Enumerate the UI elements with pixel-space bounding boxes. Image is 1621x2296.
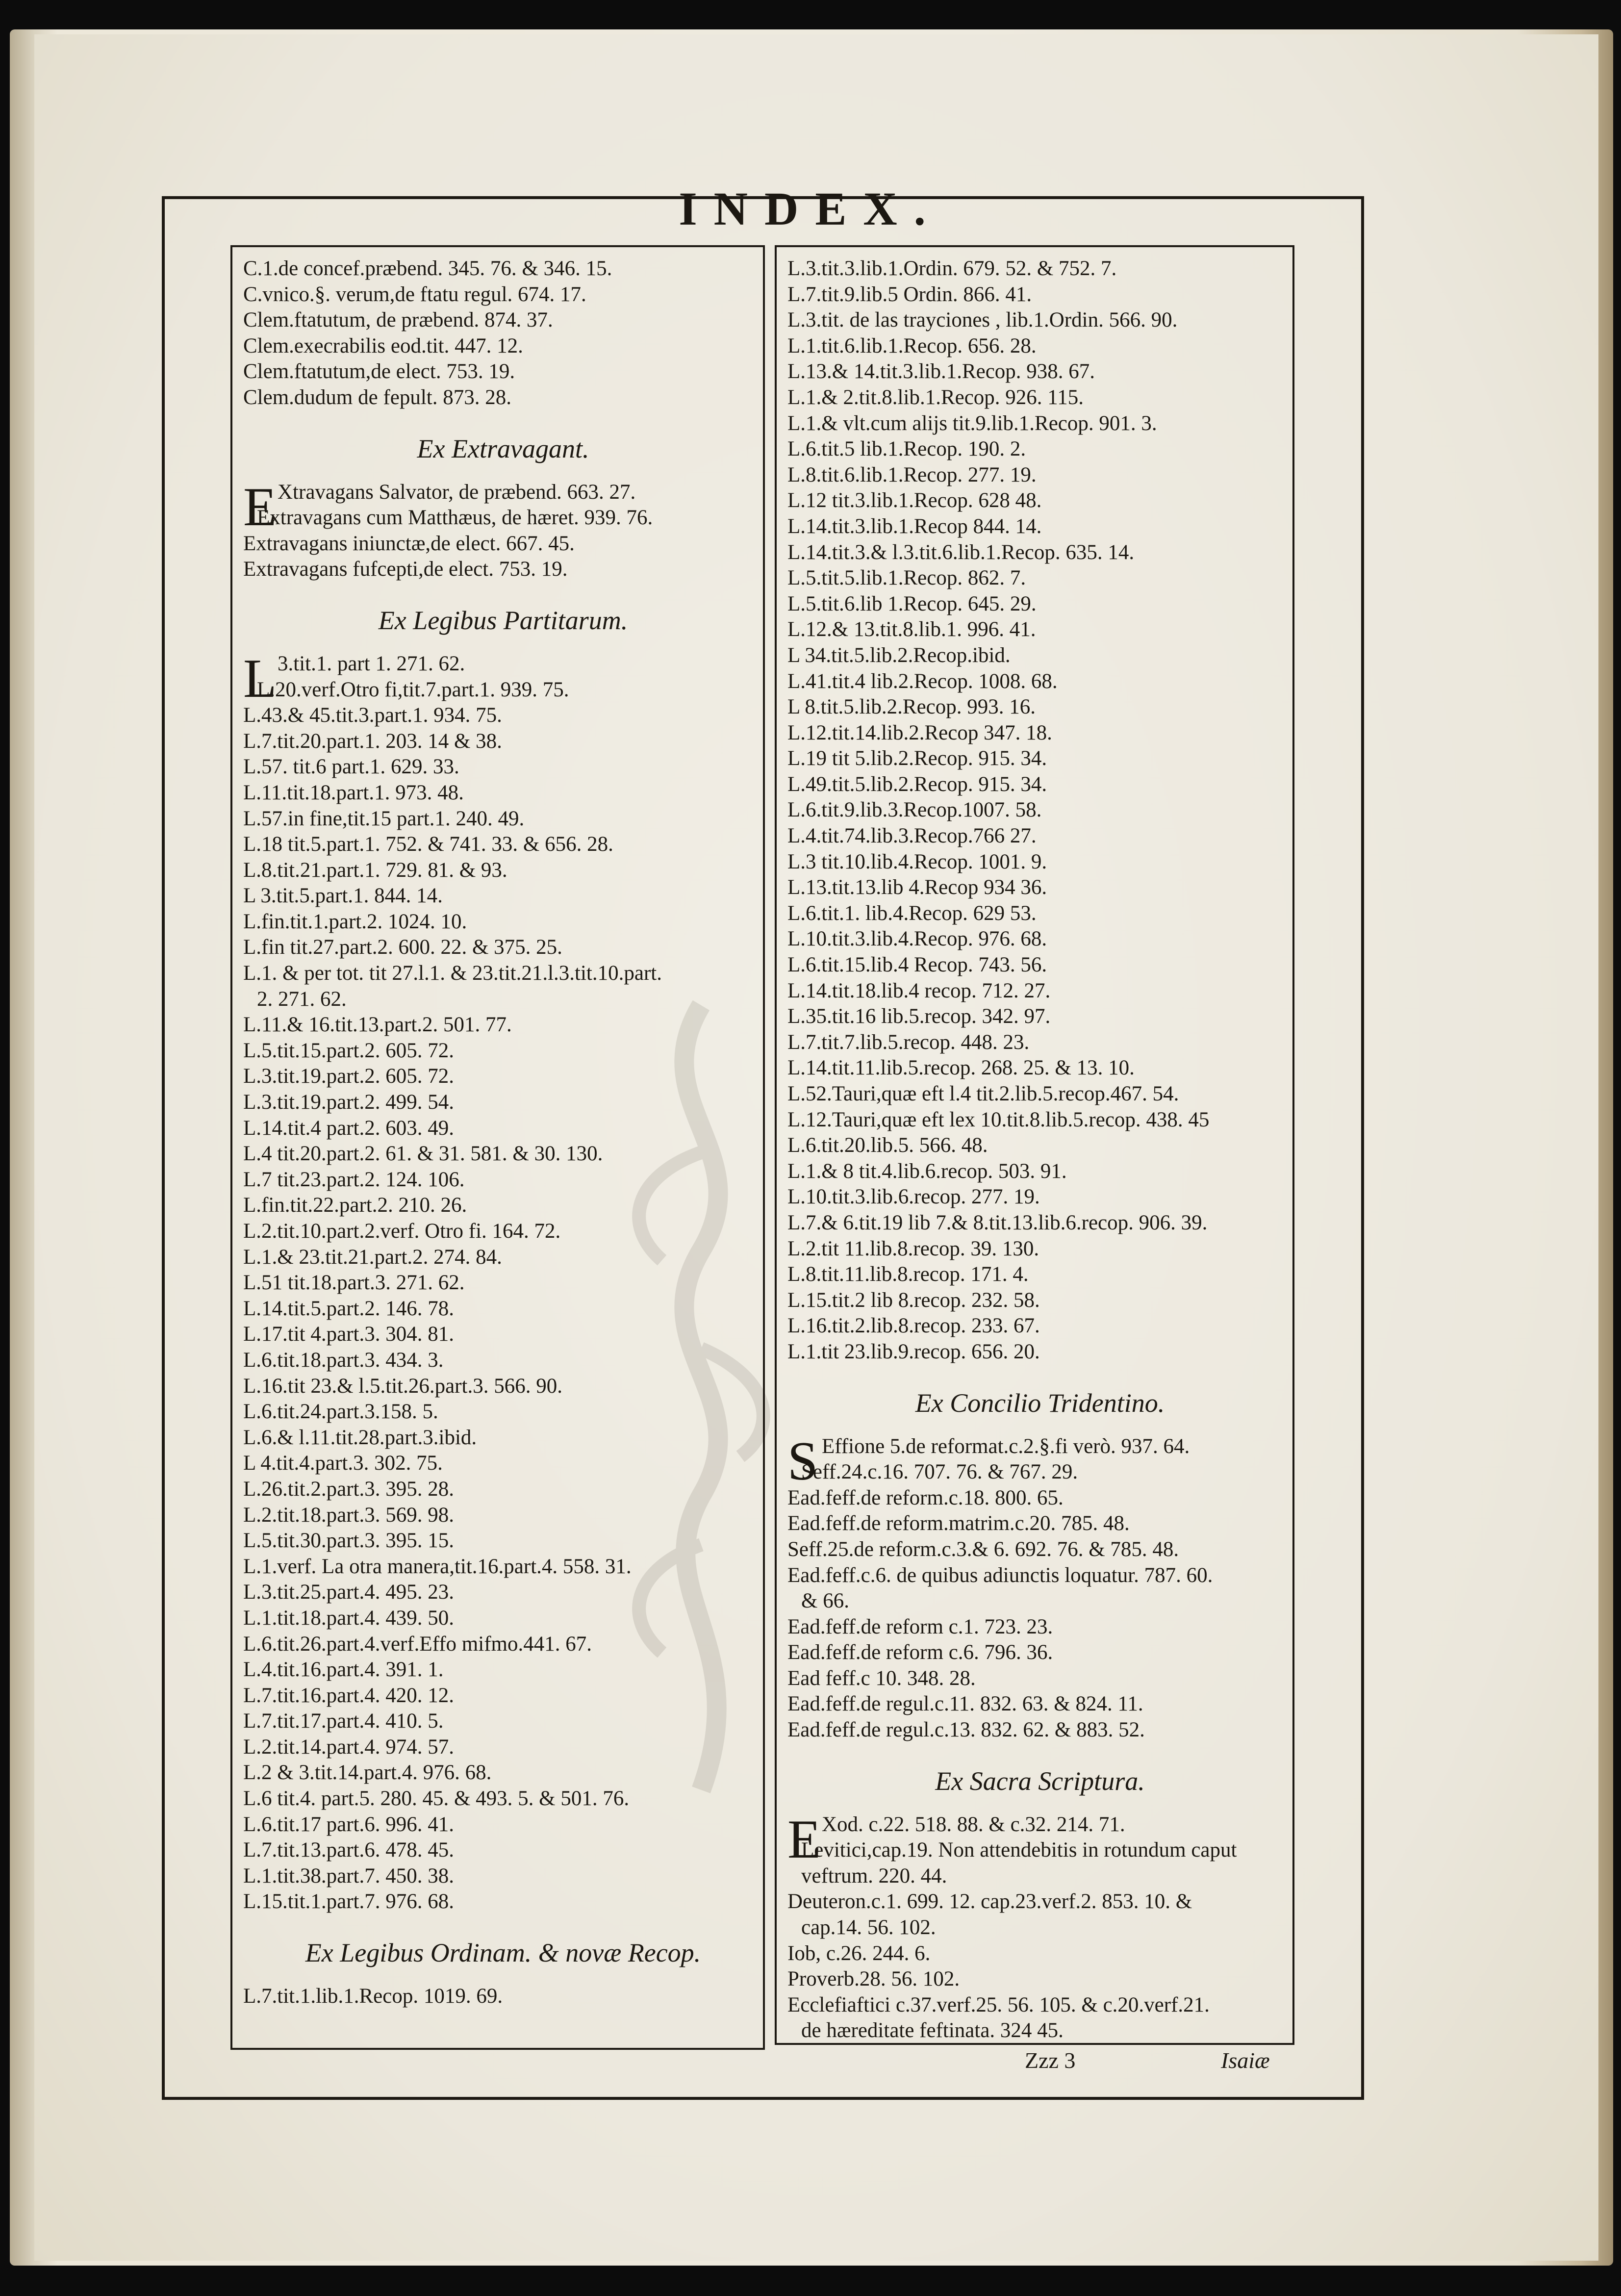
index-entry: L.4.tit.74.lib.3.Recop.766 27. [787,824,1037,848]
index-entry: L.8.tit.11.lib.8.recop. 171. 4. [787,1263,1029,1286]
section-heading: Ex Legibus Partitarum. [378,605,628,635]
index-entry: L.8.tit.21.part.1. 729. 81. & 93. [243,858,507,882]
index-entry: L.3.tit.3.lib.1.Ordin. 679. 52. & 752. 7. [787,257,1117,280]
index-entry: L.49.tit.5.lib.2.Recop. 915. 34. [787,772,1047,796]
index-entry: L.52.Tauri,quæ eft l.4 tit.2.lib.5.recop.467. 54. [787,1082,1179,1105]
section-heading: Ex Concilio Tridentino. [915,1388,1165,1418]
index-entry: Ead.feff.de reform.matrim.c.20. 785. 48. [787,1512,1130,1535]
index-entry: L.1.verf. La otra manera,tit.16.part.4. 558. 31. [243,1555,632,1578]
index-entry: L 34.tit.5.lib.2.Recop.ibid. [787,643,1011,667]
index-entry: L.5.tit.30.part.3. 395. 15. [243,1529,454,1553]
index-entry: Deuteron.c.1. 699. 12. cap.23.verf.2. 853. 10. & [787,1890,1192,1913]
index-entry: L.7.tit.16.part.4. 420. 12. [243,1684,454,1707]
index-entry: cap.14. 56. 102. [801,1916,936,1939]
index-entry: Clem.execrabilis eod.tit. 447. 12. [243,334,523,357]
index-entry: L.41.tit.4 lib.2.Recop. 1008. 68. [787,669,1058,693]
index-entry: Levitici,cap.19. Non attendebitis in rotundum caput [801,1838,1237,1862]
index-entry: Clem.dudum de fepult. 873. 28. [243,385,511,409]
index-entry: Extravagans cum Matthæus, de hæret. 939. 76. [257,506,653,530]
index-entry: Ead.feff.de reform.c.18. 800. 65. [787,1486,1064,1509]
index-entry: L.2.tit.18.part.3. 569. 98. [243,1503,454,1527]
index-entry: L.14.tit.5.part.2. 146. 78. [243,1297,454,1320]
index-entry-text: Xtravagans Salvator, de præbend. 663. 27. [278,480,636,504]
index-entry: L.16.tit 23.& l.5.tit.26.part.3. 566. 90. [243,1374,562,1398]
index-entry: L.14.tit.3.& l.3.tit.6.lib.1.Recop. 635. 14. [787,540,1135,564]
index-entry: Ead.feff.de reform c.1. 723. 23. [787,1615,1053,1638]
index-entry: L.2.tit 11.lib.8.recop. 39. 130. [787,1237,1039,1260]
index-entry: L.4 tit.20.part.2. 61. & 31. 581. & 30. 130. [243,1142,603,1166]
index-entry: L.12.& 13.tit.8.lib.1. 996. 41. [787,618,1036,641]
index-entry: L.6.tit.18.part.3. 434. 3. [243,1348,444,1372]
index-entry: Ead.feff.c.6. de quibus adiunctis loquatur. 787. 60. [787,1563,1213,1587]
index-entry: L.14.tit.3.lib.1.Recop 844. 14. [787,514,1042,538]
index-entry: L.1.& 2.tit.8.lib.1.Recop. 926. 115. [787,385,1084,409]
section-heading: Ex Legibus Ordinam. & novæ Recop. [305,1938,701,1968]
index-entry: 2. 271. 62. [257,987,347,1011]
index-entry: L.1.& 8 tit.4.lib.6.recop. 503. 91. [787,1159,1067,1183]
index-entry-text: Xod. c.22. 518. 88. & c.32. 214. 71. [822,1812,1125,1836]
index-entry: Extravagans iniunctæ,de elect. 667. 45. [243,532,575,555]
index-entry: L.5.tit.6.lib 1.Recop. 645. 29. [787,592,1037,615]
index-entry: Seff.25.de reform.c.3.& 6. 692. 76. & 785. 48. [787,1537,1179,1561]
index-entry: L.20.verf.Otro fi,tit.7.part.1. 939. 75. [257,678,569,701]
index-entry: L.15.tit.1.part.7. 976. 68. [243,1890,454,1913]
index-entry: L.10.tit.3.lib.4.Recop. 976. 68. [787,927,1047,951]
index-entry: L.17.tit 4.part.3. 304. 81. [243,1323,454,1346]
index-entry: L.7.tit.17.part.4. 410. 5. [243,1709,444,1733]
index-entry: L.fin tit.27.part.2. 600. 22. & 375. 25. [243,936,562,959]
index-entry: L.6.tit.1. lib.4.Recop. 629 53. [787,901,1037,925]
index-entry: L.3.tit. de las trayciones , lib.1.Ordin. 566. 90. [787,308,1178,332]
index-entry: L.3.tit.25.part.4. 495. 23. [243,1581,454,1604]
index-entry: L.7.tit.1.lib.1.Recop. 1019. 69. [243,1985,503,2008]
index-entry-text: 3.tit.1. part 1. 271. 62. [278,652,465,675]
index-entry: L.1.& vlt.cum alijs tit.9.lib.1.Recop. 901. 3. [787,411,1157,435]
index-entry: L.6.tit.26.part.4.verf.Effo mifmo.441. 67. [243,1632,592,1656]
index-entry: L.6.tit.20.lib.5. 566. 48. [787,1134,988,1157]
index-entry: Clem.ftatutum,de elect. 753. 19. [243,360,515,383]
signature-mark: Zzz 3 [1025,2048,1076,2073]
index-entry: L.10.tit.3.lib.6.recop. 277. 19. [787,1185,1040,1209]
index-entry: L.1.tit.6.lib.1.Recop. 656. 28. [787,334,1037,357]
index-entry: L.7.tit.9.lib.5 Ordin. 866. 41. [787,282,1032,306]
index-entry: L.fin.tit.1.part.2. 1024. 10. [243,910,467,933]
index-entry: L.3 tit.10.lib.4.Recop. 1001. 9. [787,850,1047,873]
index-entry: Ead.feff.de regul.c.13. 832. 62. & 883. 52. [787,1718,1145,1742]
drop-cap: S [787,1430,818,1492]
index-entry: L.6.tit.15.lib.4 Recop. 743. 56. [787,953,1047,977]
index-entry: Clem.ftatutum, de præbend. 874. 37. [243,308,553,332]
index-entry: L.2.tit.14.part.4. 974. 57. [243,1735,454,1759]
index-entry: L.1. & per tot. tit 27.l.1. & 23.tit.21.l.3.tit.10.part. [243,962,662,985]
index-entry: L.7.tit.20.part.1. 203. 14 & 38. [243,729,502,753]
index-entry: L.6.tit.17 part.6. 996. 41. [243,1812,454,1836]
section-heading: Ex Sacra Scriptura. [935,1766,1145,1796]
index-entry: L.3.tit.19.part.2. 499. 54. [243,1091,454,1114]
index-entry: L 3.tit.5.part.1. 844. 14. [243,884,443,908]
index-entry: L.7.tit.13.part.6. 478. 45. [243,1838,454,1862]
index-entry: L.57. tit.6 part.1. 629. 33. [243,755,459,779]
index-entry: L.6.& l.11.tit.28.part.3.ibid. [243,1426,477,1449]
index-entry: Seff.24.c.16. 707. 76. & 767. 29. [801,1460,1078,1484]
index-column-left [230,245,765,2050]
index-entry: L.12 tit.3.lib.1.Recop. 628 48. [787,489,1042,512]
index-entry: L 4.tit.4.part.3. 302. 75. [243,1452,443,1475]
index-entry: Ead feff.c 10. 348. 28. [787,1666,976,1690]
index-entry: L.51 tit.18.part.3. 271. 62. [243,1271,465,1295]
index-entry: L.6.tit.5 lib.1.Recop. 190. 2. [787,437,1026,461]
index-entry: L.6 tit.4. part.5. 280. 45. & 493. 5. & 501. 76. [243,1787,630,1811]
index-entry-text: Effione 5.de reformat.c.2.§.fi verò. 937. 64. [822,1434,1190,1458]
index-entry: L.6.tit.24.part.3.158. 5. [243,1400,438,1424]
index-entry: L.13.& 14.tit.3.lib.1.Recop. 938. 67. [787,360,1095,383]
index-entry: L.4.tit.16.part.4. 391. 1. [243,1658,444,1682]
index-entry: Extravagans fufcepti,de elect. 753. 19. [243,558,568,581]
page-title: INDEX. [679,182,942,235]
index-entry: C.vnico.§. verum,de ftatu regul. 674. 17. [243,282,586,306]
index-entry: L.26.tit.2.part.3. 395. 28. [243,1477,454,1501]
index-entry: L.6.tit.9.lib.3.Recop.1007. 58. [787,798,1042,822]
index-entry: L.7.& 6.tit.19 lib 7.& 8.tit.13.lib.6.recop. 906. 39. [787,1211,1208,1234]
index-entry: L 8.tit.5.lib.2.Recop. 993. 16. [787,695,1036,719]
index-entry: L.3.tit.19.part.2. 605. 72. [243,1065,454,1088]
index-entry: L.fin.tit.22.part.2. 210. 26. [243,1194,467,1217]
index-entry: L.2 & 3.tit.14.part.4. 976. 68. [243,1761,492,1785]
index-entry: L.14.tit.11.lib.5.recop. 268. 25. & 13. 10. [787,1056,1135,1080]
index-entry: Proverb.28. 56. 102. [787,1967,960,1991]
index-entry: L.5.tit.5.lib.1.Recop. 862. 7. [787,566,1026,590]
index-entry: veftrum. 220. 44. [801,1864,947,1888]
index-entry: L.7.tit.7.lib.5.recop. 448. 23. [787,1030,1030,1054]
index-entry: L.2.tit.10.part.2.verf. Otro fi. 164. 72. [243,1220,561,1243]
index-entry: Ead.feff.de regul.c.11. 832. 63. & 824. 11. [787,1692,1143,1716]
index-entry: & 66. [801,1589,849,1613]
section-heading: Ex Extravagant. [417,434,589,463]
index-entry: L.1.& 23.tit.21.part.2. 274. 84. [243,1245,502,1269]
index-entry: L.57.in fine,tit.15 part.1. 240. 49. [243,807,525,830]
index-entry: L.14.tit.4 part.2. 603. 49. [243,1116,454,1140]
index-entry: L.8.tit.6.lib.1.Recop. 277. 19. [787,463,1037,486]
index-entry: L.18 tit.5.part.1. 752. & 741. 33. & 656. 28. [243,833,613,856]
index-entry: L.1.tit.18.part.4. 439. 50. [243,1606,454,1630]
index-entry: L.11.tit.18.part.1. 973. 48. [243,781,464,804]
index-entry: L.11.& 16.tit.13.part.2. 501. 77. [243,1013,512,1037]
catchword: Isaiæ [1221,2048,1270,2073]
index-entry: L.19 tit 5.lib.2.Recop. 915. 34. [787,747,1047,770]
drop-cap: E [787,1809,821,1870]
index-entry: L.14.tit.18.lib.4 recop. 712. 27. [787,979,1051,1002]
index-entry: Iob, c.26. 244. 6. [787,1941,931,1965]
index-entry: C.1.de concef.præbend. 345. 76. & 346. 15. [243,257,612,280]
index-entry: Ecclefiaftici c.37.verf.25. 56. 105. & c.20.verf.21. [787,1993,1210,2016]
index-column-right [775,245,1294,2045]
index-entry: L.13.tit.13.lib 4.Recop 934 36. [787,876,1047,899]
drop-cap: E [243,476,277,537]
index-entry: L.5.tit.15.part.2. 605. 72. [243,1039,454,1062]
index-entry: L.12.tit.14.lib.2.Recop 347. 18. [787,721,1052,744]
index-entry: L.1.tit 23.lib.9.recop. 656. 20. [787,1340,1040,1363]
index-entry: L.1.tit.38.part.7. 450. 38. [243,1864,454,1888]
index-entry: L.35.tit.16 lib.5.recop. 342. 97. [787,1005,1051,1028]
index-entry: L.15.tit.2 lib 8.recop. 232. 58. [787,1288,1040,1312]
index-entry: de hæreditate feftinata. 324 45. [801,2019,1064,2042]
index-entry: L.7 tit.23.part.2. 124. 106. [243,1168,465,1191]
index-entry: L.43.& 45.tit.3.part.1. 934. 75. [243,704,502,727]
index-entry: L.16.tit.2.lib.8.recop. 233. 67. [787,1314,1040,1338]
drop-cap: L [243,648,277,709]
index-entry: L.12.Tauri,quæ eft lex 10.tit.8.lib.5.recop. 438. 45 [787,1108,1210,1131]
index-entry: Ead.feff.de reform c.6. 796. 36. [787,1641,1053,1664]
